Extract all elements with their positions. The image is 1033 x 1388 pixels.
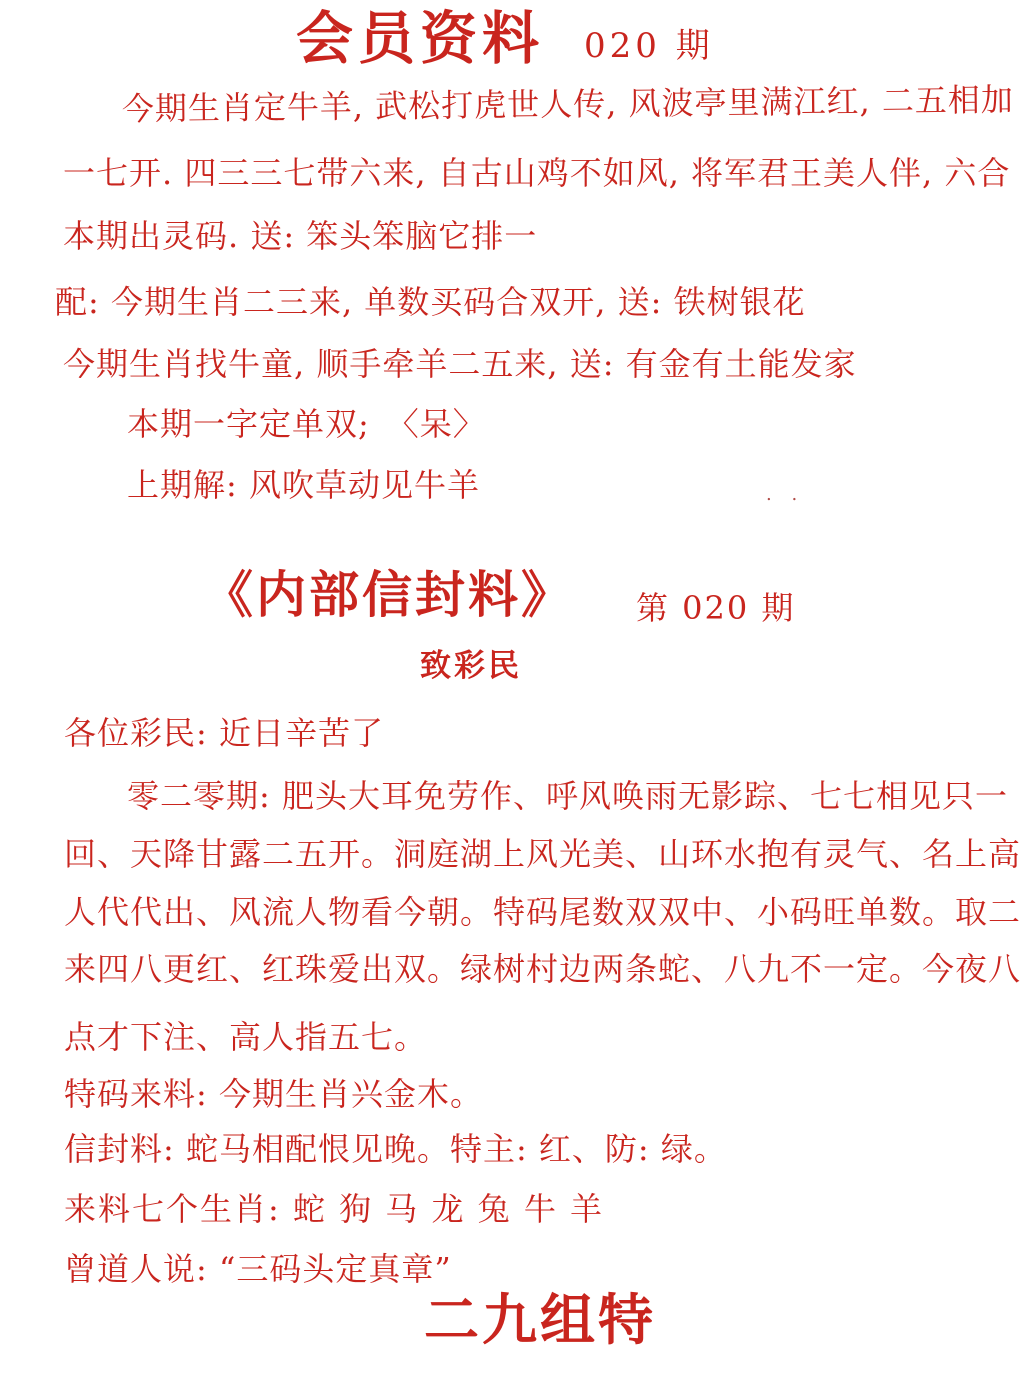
- member-line: 今期生肖定牛羊, 武松打虎世人传, 风波亭里满江红, 二五相加: [121, 80, 1015, 128]
- greeting-line: 各位彩民: 近日辛苦了: [64, 714, 384, 752]
- tip-line-special-code: 特码来料: 今期生肖兴金木。: [64, 1075, 483, 1113]
- paragraph-line: 点才下注、高人指五七。: [64, 1018, 428, 1056]
- paragraph-line: 人代代出、风流人物看今朝。特码尾数双双中、小码旺单数。取二: [64, 893, 1022, 931]
- paragraph-line: 回、天降甘露二五开。洞庭湖上风光美、山环水抱有灵气、名上高: [64, 835, 1022, 873]
- member-line: 本期出灵码. 送: 笨头笨脑它排一: [63, 217, 538, 255]
- footer-group-special: 二九组特: [424, 1287, 657, 1352]
- paragraph-line: 来四八更红、红珠爱出双。绿树村边两条蛇、八九不一定。今夜八: [64, 950, 1022, 988]
- paragraph-line: 零二零期: 肥头大耳免劳作、呼风唤雨无影踪、七七相见只一: [127, 777, 1008, 815]
- member-line: 今期生肖找牛童, 顺手牵羊二五来, 送: 有金有土能发家: [63, 345, 857, 383]
- member-line: 本期一字定单双; 〈呆〉: [127, 405, 486, 443]
- envelope-section-issue: 第 020 期: [636, 589, 796, 627]
- envelope-subtitle: 致彩民: [420, 648, 522, 684]
- envelope-section-title: 《内部信封料》: [203, 565, 574, 624]
- stray-scan-marks: . .: [766, 484, 805, 505]
- tip-line-master-quote: 曾道人说: “三码头定真章”: [64, 1250, 452, 1288]
- member-section-issue: 020 期: [584, 26, 714, 66]
- tip-line-zodiacs: 来料七个生肖: 蛇 狗 马 龙 兔 牛 羊: [64, 1190, 604, 1228]
- member-section-title: 会员资料: [296, 5, 544, 72]
- tip-line-envelope: 信封料: 蛇马相配恨见晚。特主: 红、防: 绿。: [64, 1130, 727, 1168]
- member-line: 配: 今期生肖二三来, 单数买码合双开, 送: 铁树银花: [55, 283, 806, 321]
- member-line: 一七开. 四三三七带六来, 自古山鸡不如风, 将军君王美人伴, 六合: [63, 154, 1011, 192]
- member-line: 上期解: 风吹草动见牛羊: [127, 466, 480, 504]
